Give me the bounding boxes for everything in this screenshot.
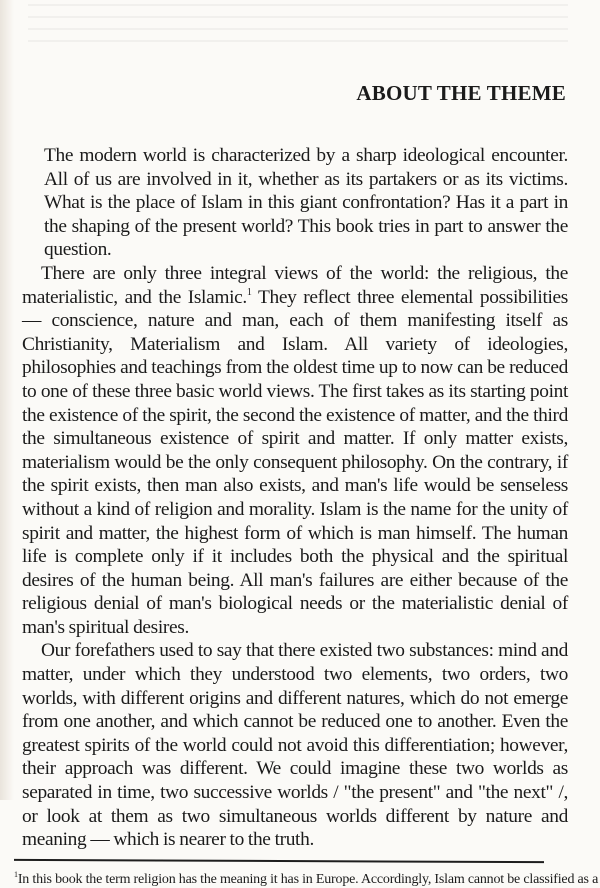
footnote-text: In this book the term religion has the meaning it has in Europe. Accordingly, Islam cannot be classified as a [17,872,599,887]
paragraph-2 [22,262,568,640]
footnote-reference[interactable]: 1 [246,286,252,298]
footnote-divider [14,859,544,863]
footnote-marker: 1 [14,870,18,879]
paragraph-2-lead: There are only three integral views of the world: the religious, the materialistic, and the Islamic. [22,262,568,308]
section-heading: ABOUT THE THEME [356,81,566,105]
paragraph-3: Our forefathers used to say that there existed two substances: mind and matter, under which they understood two elements, two orders, two worlds, with different origins and different natures, which do not emerge from one another, and which cannot be reduced one to another. Even the greatest spirits of the world could not avoid this differentiation; however, their approach was different. We could imagine these two worlds as separated in time, two successive worlds / "the present" and "the next" /, or look at them as two simultaneous worlds different by nature and meaning — which is nearer to the truth. [22,640,568,851]
paragraph-2-rest: They reflect three elemental possibilities — conscience, nature and man, each of them manifesting itself as Christianity, Materialism and Islam. All variety of ideologies, philosophies and teachings from the oldest time up to now can be reduced to one of these three basic world views. The first takes as its starting point the existence of the spirit, the second the existence of matter, and the third the simultaneous existence of spirit and matter. If only matter exists, materialism would be the only consequent philosophy. On the contrary, if the spirit exists, then man also exists, and man's life would be senseless without a kind of religion and morality. Islam is the name for the unity of spirit and matter, the highest form of which is man himself. The human life is complete only if it includes both the physical and the spiritual desires of the human being. All man's failures are either because of the religious denial of man's biological needs or the materialistic denial of man's spiritual desires. [22,286,568,638]
footnote-area [14,860,599,888]
page-binding-edge [0,0,14,800]
body-text [22,144,568,852]
footnote [14,870,599,888]
paragraph-1: The modern world is characterized by a sharp ideological encounter. All of us are involved in it, whether as its partakers or as its victims. What is the place of Islam in this giant confrontation? Has it a part in the shaping of the present world? This book tries in part to answer the question. [44,145,568,261]
bleed-through-text [28,4,568,50]
